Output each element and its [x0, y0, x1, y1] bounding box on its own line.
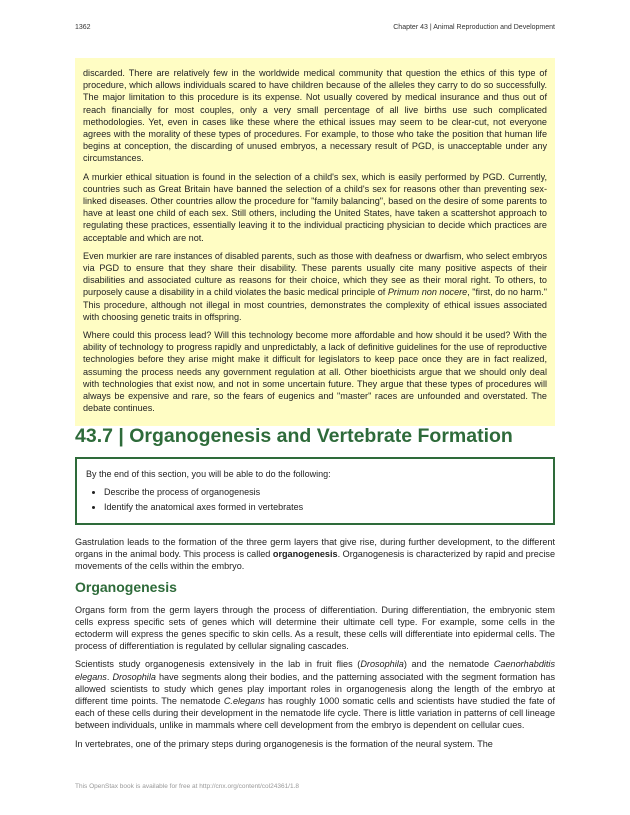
page-header — [75, 24, 555, 31]
text-run: In vertebrates, one of the primary steps during organogenesis is the formation of the neural system. The — [75, 738, 493, 749]
objectives-intro: By the end of this section, you will be able to do the following: — [86, 469, 331, 479]
section-title-text: Organogenesis and Vertebrate Formation — [129, 425, 513, 447]
text-run: Even murkier are rare instances of disabled parents, such as those with deafness or dwarfism, who select embryos via PGD to ensure that they share their disability. These parents usually cite many positive aspects of their disabilities and associated culture as reasons for their choice, which they see as their moral right. To others, to purposely cause a disability in a child violates the basic medical principle of — [83, 250, 547, 298]
page-number: 1362 — [75, 24, 91, 31]
italic-term: Caenorhabditis elegans — [75, 659, 555, 682]
text-run: Where could this process lead? Will this technology become more affordable and how should it be used? With the ability of technology to progress rapidly and unpredictably, a lack of definitive guidelines for the use of reproductive technologies before they arise might make it difficult for legislators to keep pace once they are in fact realized, assuming the process needs any government regulation at all. Other bioethicists argue that we should only deal with technologies that exist now, and not in some uncertain future. They argue that these types of procedures will always be expensive and rare, so the fears of eugenics and "master" races are unfounded and overstated. The debate continues. — [83, 330, 547, 414]
text-run: have segments along their bodies, and the patterning associated with the segment formation has allowed scientists to study which genes play important roles in organogenesis along the length of the embryo at different time points. The nematode — [75, 671, 555, 707]
section-separator: | — [112, 425, 130, 447]
text-run: Scientists study organogenesis extensively in the lab in fruit flies ( — [75, 659, 361, 670]
callout-paragraph — [83, 171, 547, 244]
learning-objectives-box — [75, 457, 555, 525]
main-body-text — [75, 536, 555, 756]
chapter-title: Chapter 43 | Animal Reproduction and Development — [393, 24, 555, 31]
page-footer: This OpenStax book is available for free at http://cnx.org/content/col24361/1.8 — [75, 783, 300, 790]
section-number: 43.7 — [75, 425, 113, 447]
objective-item: • Identify the anatomical axes formed in vertebrates — [104, 500, 544, 515]
callout-paragraph — [83, 250, 547, 323]
body-paragraph — [75, 658, 555, 731]
italic-term: Drosophila — [112, 671, 156, 682]
text-run: has roughly 1000 somatic cells and scientists have studied the fate of each of these cells during their development in the nematode life cycle. There is little variation in patterns of cell lineage between individuals, unlike in mammals where cell development from the embryo is dependent on cellular cues. — [75, 696, 555, 731]
text-run: ) and the nematode — [403, 659, 494, 670]
objectives-list — [86, 485, 544, 515]
text-run: A murkier ethical situation is found in the selection of a child's sex, which is easily performed by PGD. Currently, countries such as Great Britain have banned the selection of a child's sex for reasons other than preventing sex-linked diseases. Other countries allow the procedure for "family balancing", based on the desire of some parents to have at least one child of each sex. Still others, including the United States, have taken a scattershot approach to regulating these practices, essentially leaving it to the individual practicing physician to decide which practices are acceptable and which are not. — [83, 171, 547, 243]
body-paragraph — [75, 738, 555, 750]
text-run: Gastrulation leads to the formation of the three germ layers that give rise, during further development, to the different organs in the animal body. This process is called — [75, 537, 555, 560]
ethics-callout-box — [75, 58, 555, 426]
organogenesis-subheading: Organogenesis — [75, 578, 177, 595]
text-run: discarded. There are relatively few in the worldwide medical community that question the ethics of this type of procedure, which allows individuals scared to have children because of the alleles they carry to do so successfully. The major limitation to this procedure is its expense. Not usually covered by medical insurance and thus out of reach financially for most couples, only a very small percentage of all live births use such complicated methodologies. Yet, even in cases like these where the ethical issues may seem to be clear-cut, not everyone agrees with the morality of these types of procedures. For example, to those who take the position that human life begins at conception, the discarding of unused embryos, a necessary result of PGD, is unacceptable under any circumstances. — [83, 68, 547, 164]
key-term: organogenesis — [272, 549, 338, 560]
callout-paragraph — [83, 329, 547, 414]
body-paragraph — [75, 604, 555, 653]
section-heading — [75, 425, 555, 448]
italic-term: C.elegans — [223, 696, 265, 707]
callout-paragraph — [83, 67, 547, 165]
text-run: . — [106, 671, 113, 682]
text-run: . Organogenesis is characterized by rapid and precise movements of the cells within the embryo. — [75, 549, 555, 572]
text-run: , "first, do no harm." This procedure, although not illegal in most countries, demonstrates the complexity of ethical issues associated with choosing genetic traits in offspring. — [83, 287, 547, 322]
text-run: Organs form from the germ layers through the process of differentiation. During differentiation, the embryonic stem cells express specific sets of genes which will determine their ultimate cell type. For example, some cells in the ectoderm will express the genes specific to skin cells. As a result, these cells will differentiate into epidermal cells. The process of differentiation is regulated by cellular signaling cascades. — [75, 604, 555, 652]
intro-paragraph — [75, 536, 555, 573]
italic-term: Drosophila — [360, 659, 404, 670]
italic-term: Primum non nocere — [387, 287, 468, 298]
objective-item: • Describe the process of organogenesis — [104, 485, 544, 500]
